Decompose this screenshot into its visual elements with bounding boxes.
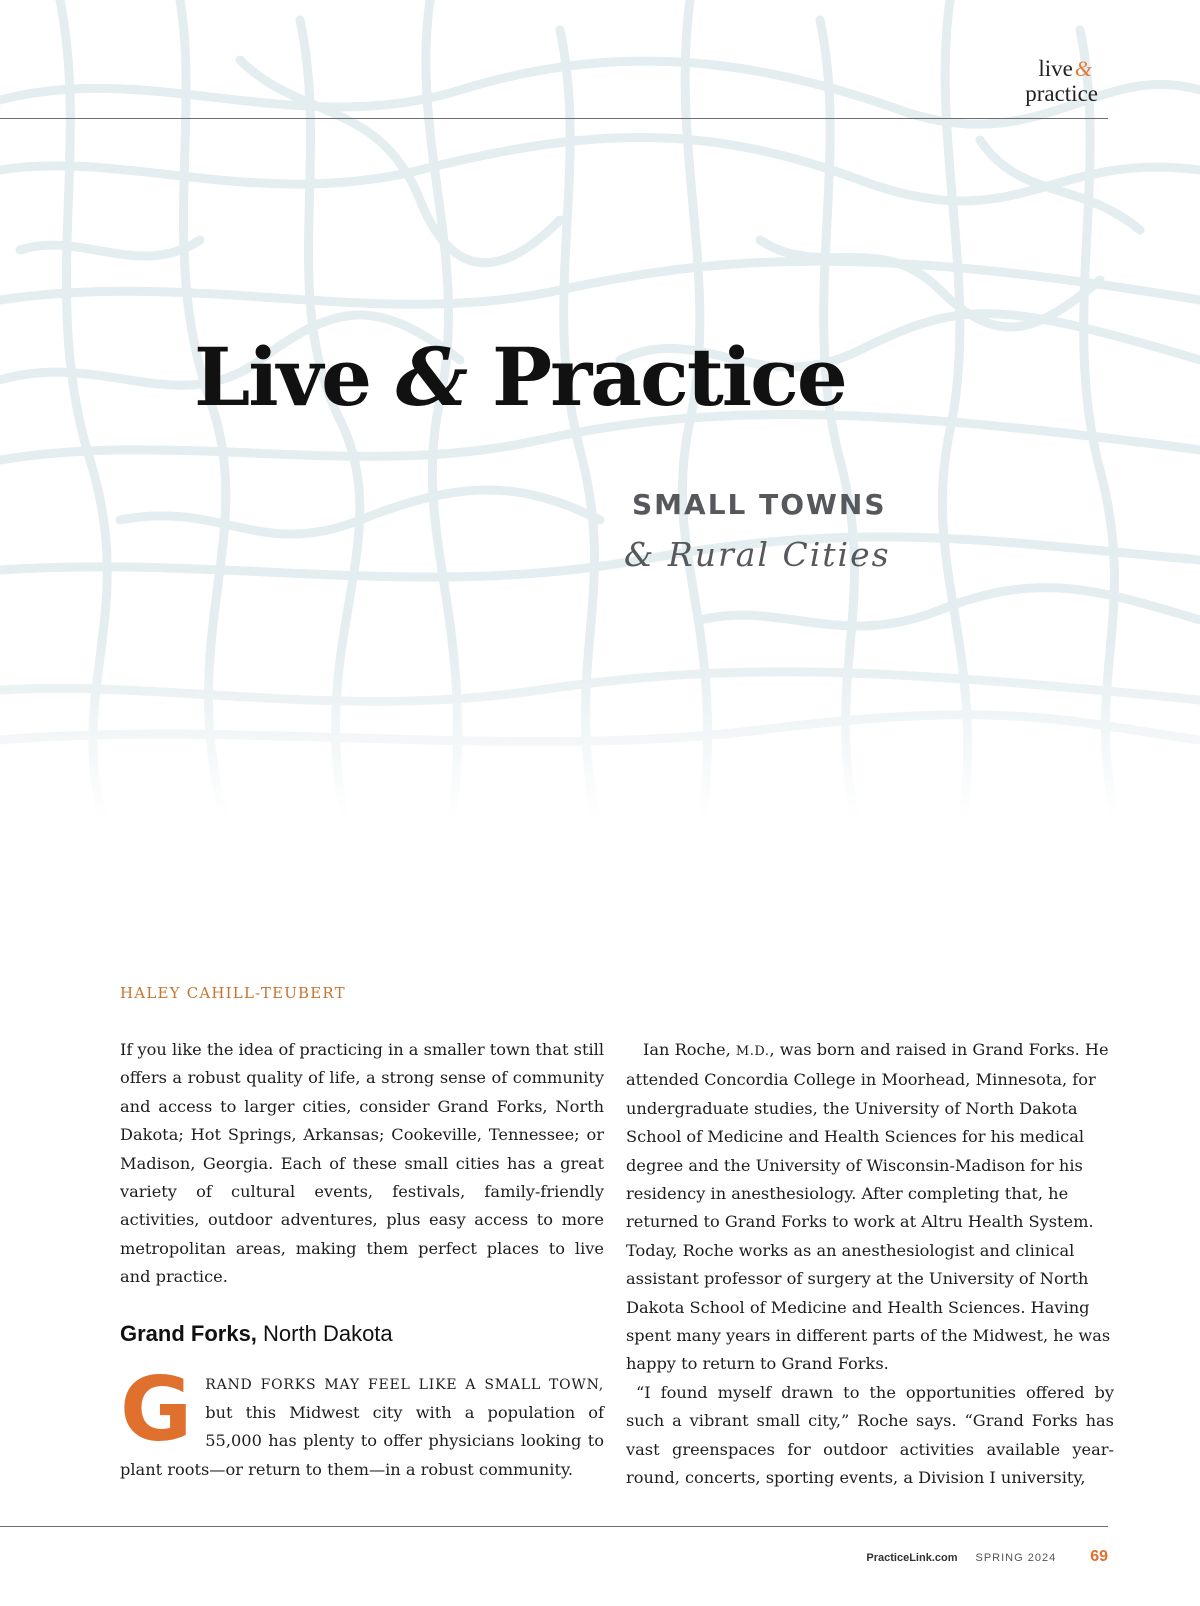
page-title (194, 330, 846, 424)
section-heading-city: Grand Forks, (120, 1320, 257, 1346)
intro-paragraph: If you like the idea of practicing in a smaller town that still offers a robust quality of life, a strong sense of community and access to larger cities, consider Grand Forks, North Dakota; Hot Springs, Arkansas; Cookeville, Tennessee; or Madison, Georgia. Each of these small cities has a great variety of cultural events, festivals, family-friendly activities, outdoor adventures, plus easy access to more metropolitan areas, making them perfect places to live and practice. (120, 1040, 604, 1287)
section-heading-state: North Dakota (256, 1320, 393, 1346)
article-column-left (120, 1036, 604, 1484)
quote-paragraph: “I found myself drawn to the opportunities offered by such a vibrant small city,” Roche says. “Grand Forks has vast greenspaces for outdoor activities available year-round, concerts, sporting events, a Division I university, (626, 1382, 1114, 1488)
header-rule (0, 118, 1108, 119)
roche-paragraph-rest: , was born and raised in Grand Forks. He attended Concordia College in Moorhead, Minnesota, for undergraduate studies, the University of North Dakota School of Medicine and Health Sciences for his medical degree and the University of Wisconsin-Madison for his residency in anesthesiology. After completing that, he returned to Grand Forks to work at Altru Health System. Today, Roche works as an anesthesiologist and clinical assistant professor of surgery at the University of North Dakota School of Medicine and Health Sciences. Having spent many years in different parts of the Midwest, he was happy to return to Grand Forks. (626, 1040, 1111, 1374)
roche-paragraph (626, 1036, 1114, 1379)
title-part-practice: Practice (466, 330, 846, 424)
author-byline: HALEY CAHILL-TEUBERT (120, 984, 346, 1002)
map-fade-overlay (0, 640, 1200, 850)
badge-ampersand: & (1074, 56, 1092, 81)
subtitle-rural-cities: & Rural Cities (624, 535, 891, 574)
footer-issue: SPRING 2024 (975, 1552, 1057, 1564)
footer-site: PracticeLink.com (866, 1552, 958, 1564)
section-heading (120, 1320, 604, 1348)
degree-abbrev: M.D. (735, 1044, 770, 1059)
badge-word-live: live (1038, 56, 1073, 81)
article-column-right (626, 1036, 1114, 1493)
title-ampersand: & (395, 330, 467, 424)
lead-text: but this Midwest city with a population of 55,000 has plenty to offer physicians looking to plant roots—or return to them—in a robust community. (120, 1403, 604, 1479)
drop-cap: G (120, 1357, 190, 1461)
roche-paragraph-start: Ian Roche, (643, 1040, 736, 1059)
title-part-live: Live (194, 330, 396, 424)
footer-rule (0, 1526, 1108, 1527)
lead-paragraph (120, 1357, 604, 1485)
page-number: 69 (1090, 1548, 1108, 1565)
lead-small-caps: RAND FORKS MAY FEEL LIKE A SMALL TOWN, (205, 1376, 604, 1393)
section-badge (1025, 56, 1098, 106)
page-footer (866, 1548, 1108, 1566)
subtitle-small-towns: SMALL TOWNS (632, 488, 887, 521)
badge-word-practice: practice (1025, 81, 1098, 106)
